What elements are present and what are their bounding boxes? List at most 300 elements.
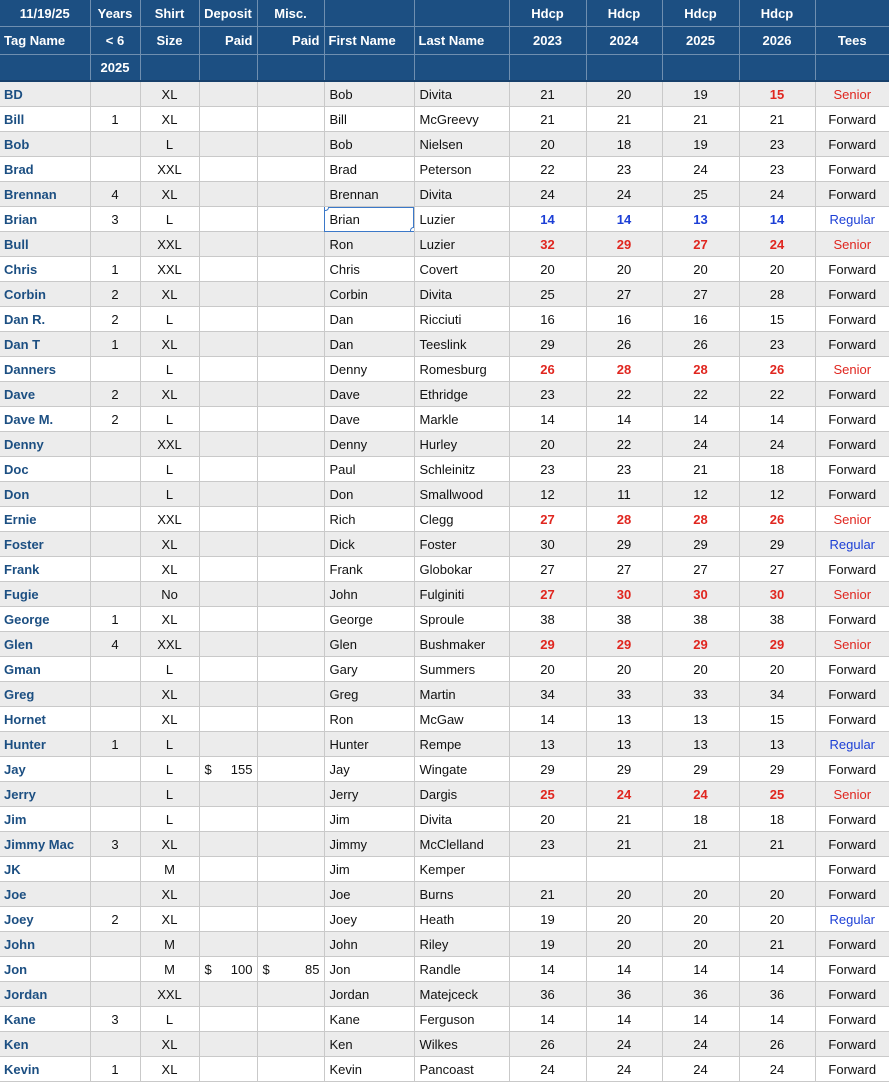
tag-name-cell[interactable]: Ken bbox=[0, 1032, 90, 1057]
header-cell[interactable] bbox=[662, 55, 739, 82]
hdcp-2026-cell[interactable]: 21 bbox=[739, 932, 815, 957]
shirt-size-cell[interactable]: L bbox=[140, 482, 199, 507]
tag-name-cell[interactable]: Bull bbox=[0, 232, 90, 257]
hdcp-2025-cell[interactable]: 14 bbox=[662, 407, 739, 432]
tees-cell[interactable]: Forward bbox=[815, 1007, 889, 1032]
hdcp-2023-cell[interactable]: 19 bbox=[509, 932, 586, 957]
table-row[interactable] bbox=[0, 407, 889, 432]
years-cell[interactable]: 2 bbox=[90, 307, 140, 332]
deposit-paid-cell[interactable] bbox=[199, 557, 257, 582]
shirt-size-cell[interactable]: L bbox=[140, 757, 199, 782]
table-row[interactable] bbox=[0, 957, 889, 982]
tag-name-cell[interactable]: Brian bbox=[0, 207, 90, 232]
hdcp-2024-cell[interactable]: 20 bbox=[586, 907, 662, 932]
misc-paid-cell[interactable] bbox=[257, 932, 324, 957]
shirt-size-cell[interactable]: L bbox=[140, 307, 199, 332]
first-name-cell[interactable]: Brennan bbox=[324, 182, 414, 207]
deposit-paid-cell[interactable] bbox=[199, 457, 257, 482]
misc-paid-cell[interactable] bbox=[257, 782, 324, 807]
years-cell[interactable]: 1 bbox=[90, 732, 140, 757]
hdcp-2026-cell[interactable]: 24 bbox=[739, 232, 815, 257]
hdcp-2024-cell[interactable]: 23 bbox=[586, 157, 662, 182]
table-row[interactable] bbox=[0, 557, 889, 582]
hdcp-2025-cell[interactable]: 24 bbox=[662, 1057, 739, 1082]
misc-paid-cell[interactable] bbox=[257, 1032, 324, 1057]
hdcp-2024-cell[interactable]: 14 bbox=[586, 407, 662, 432]
misc-paid-cell[interactable] bbox=[257, 182, 324, 207]
tees-cell[interactable]: Forward bbox=[815, 307, 889, 332]
last-name-cell[interactable]: Burns bbox=[414, 882, 509, 907]
tag-name-cell[interactable]: Dan R. bbox=[0, 307, 90, 332]
deposit-paid-cell[interactable] bbox=[199, 132, 257, 157]
first-name-cell[interactable]: Gary bbox=[324, 657, 414, 682]
header-cell[interactable] bbox=[324, 0, 414, 27]
hdcp-2026-cell[interactable]: 20 bbox=[739, 257, 815, 282]
tag-name-cell[interactable]: Foster bbox=[0, 532, 90, 557]
selection-handle-top-left[interactable] bbox=[324, 207, 329, 212]
hdcp-2026-cell[interactable]: 23 bbox=[739, 332, 815, 357]
table-row[interactable] bbox=[0, 732, 889, 757]
years-cell[interactable]: 1 bbox=[90, 332, 140, 357]
table-row[interactable] bbox=[0, 357, 889, 382]
first-name-cell[interactable]: Denny bbox=[324, 432, 414, 457]
header-cell[interactable]: Tag Name bbox=[0, 27, 90, 55]
hdcp-2024-cell[interactable]: 26 bbox=[586, 332, 662, 357]
misc-paid-cell[interactable] bbox=[257, 232, 324, 257]
tees-cell[interactable]: Forward bbox=[815, 982, 889, 1007]
tees-cell[interactable]: Forward bbox=[815, 182, 889, 207]
table-row[interactable] bbox=[0, 507, 889, 532]
deposit-paid-cell[interactable] bbox=[199, 707, 257, 732]
years-cell[interactable] bbox=[90, 432, 140, 457]
hdcp-2024-cell[interactable]: 22 bbox=[586, 432, 662, 457]
misc-paid-cell[interactable] bbox=[257, 557, 324, 582]
hdcp-2023-cell[interactable]: 38 bbox=[509, 607, 586, 632]
table-row[interactable] bbox=[0, 782, 889, 807]
last-name-cell[interactable]: Matejceck bbox=[414, 982, 509, 1007]
shirt-size-cell[interactable]: L bbox=[140, 732, 199, 757]
first-name-cell[interactable]: Dan bbox=[324, 332, 414, 357]
hdcp-2024-cell[interactable]: 29 bbox=[586, 232, 662, 257]
years-cell[interactable]: 1 bbox=[90, 107, 140, 132]
hdcp-2023-cell[interactable]: 20 bbox=[509, 657, 586, 682]
tees-cell[interactable]: Forward bbox=[815, 707, 889, 732]
years-cell[interactable] bbox=[90, 457, 140, 482]
deposit-paid-cell[interactable] bbox=[199, 332, 257, 357]
hdcp-2024-cell[interactable]: 22 bbox=[586, 382, 662, 407]
last-name-cell[interactable]: Rempe bbox=[414, 732, 509, 757]
tag-name-cell[interactable]: Jerry bbox=[0, 782, 90, 807]
misc-paid-cell[interactable] bbox=[257, 532, 324, 557]
hdcp-2025-cell[interactable]: 22 bbox=[662, 382, 739, 407]
tees-cell[interactable]: Forward bbox=[815, 932, 889, 957]
header-cell[interactable]: Misc. bbox=[257, 0, 324, 27]
tag-name-cell[interactable]: JK bbox=[0, 857, 90, 882]
tag-name-cell[interactable]: Hornet bbox=[0, 707, 90, 732]
table-row[interactable] bbox=[0, 807, 889, 832]
misc-paid-cell[interactable] bbox=[257, 582, 324, 607]
shirt-size-cell[interactable]: XL bbox=[140, 282, 199, 307]
hdcp-2025-cell[interactable]: 25 bbox=[662, 182, 739, 207]
first-name-cell[interactable]: Jay bbox=[324, 757, 414, 782]
tees-cell[interactable]: Forward bbox=[815, 657, 889, 682]
shirt-size-cell[interactable]: M bbox=[140, 957, 199, 982]
deposit-paid-cell[interactable] bbox=[199, 507, 257, 532]
header-cell[interactable]: First Name bbox=[324, 27, 414, 55]
tag-name-cell[interactable]: Bob bbox=[0, 132, 90, 157]
hdcp-2023-cell[interactable]: 27 bbox=[509, 557, 586, 582]
hdcp-2025-cell[interactable]: 20 bbox=[662, 932, 739, 957]
last-name-cell[interactable]: Pancoast bbox=[414, 1057, 509, 1082]
deposit-paid-cell[interactable] bbox=[199, 582, 257, 607]
hdcp-2024-cell[interactable]: 29 bbox=[586, 532, 662, 557]
hdcp-2026-cell[interactable]: 12 bbox=[739, 482, 815, 507]
deposit-paid-cell[interactable] bbox=[199, 832, 257, 857]
first-name-cell[interactable]: Kane bbox=[324, 1007, 414, 1032]
deposit-paid-cell[interactable] bbox=[199, 807, 257, 832]
years-cell[interactable] bbox=[90, 807, 140, 832]
hdcp-2023-cell[interactable]: 25 bbox=[509, 782, 586, 807]
misc-paid-cell[interactable] bbox=[257, 707, 324, 732]
hdcp-2026-cell[interactable]: 15 bbox=[739, 707, 815, 732]
misc-paid-cell[interactable] bbox=[257, 832, 324, 857]
hdcp-2025-cell[interactable]: 30 bbox=[662, 582, 739, 607]
tees-cell[interactable]: Forward bbox=[815, 757, 889, 782]
last-name-cell[interactable]: Ricciuti bbox=[414, 307, 509, 332]
hdcp-2024-cell[interactable]: 27 bbox=[586, 282, 662, 307]
misc-paid-cell[interactable] bbox=[257, 757, 324, 782]
hdcp-2025-cell[interactable]: 26 bbox=[662, 332, 739, 357]
hdcp-2024-cell[interactable]: 30 bbox=[586, 582, 662, 607]
deposit-paid-cell[interactable] bbox=[199, 182, 257, 207]
tag-name-cell[interactable]: Hunter bbox=[0, 732, 90, 757]
tag-name-cell[interactable]: Chris bbox=[0, 257, 90, 282]
hdcp-2024-cell[interactable]: 11 bbox=[586, 482, 662, 507]
misc-paid-cell[interactable] bbox=[257, 157, 324, 182]
header-cell[interactable]: Paid bbox=[199, 27, 257, 55]
deposit-paid-cell[interactable] bbox=[199, 207, 257, 232]
tees-cell[interactable]: Senior bbox=[815, 782, 889, 807]
shirt-size-cell[interactable]: XL bbox=[140, 907, 199, 932]
header-cell[interactable] bbox=[739, 55, 815, 82]
last-name-cell[interactable]: McGaw bbox=[414, 707, 509, 732]
hdcp-2026-cell[interactable]: 14 bbox=[739, 207, 815, 232]
hdcp-2023-cell[interactable]: 27 bbox=[509, 507, 586, 532]
header-cell[interactable]: 2025 bbox=[662, 27, 739, 55]
misc-paid-cell[interactable] bbox=[257, 1007, 324, 1032]
tees-cell[interactable]: Regular bbox=[815, 732, 889, 757]
deposit-paid-cell[interactable] bbox=[199, 757, 257, 782]
last-name-cell[interactable]: Romesburg bbox=[414, 357, 509, 382]
tees-cell[interactable]: Forward bbox=[815, 332, 889, 357]
header-cell[interactable] bbox=[0, 55, 90, 82]
years-cell[interactable]: 4 bbox=[90, 182, 140, 207]
hdcp-2025-cell[interactable]: 13 bbox=[662, 707, 739, 732]
misc-paid-cell[interactable] bbox=[257, 407, 324, 432]
hdcp-2024-cell[interactable]: 36 bbox=[586, 982, 662, 1007]
tag-name-cell[interactable]: Gman bbox=[0, 657, 90, 682]
table-row[interactable] bbox=[0, 832, 889, 857]
header-cell[interactable]: Years bbox=[90, 0, 140, 27]
header-cell[interactable] bbox=[140, 55, 199, 82]
shirt-size-cell[interactable]: XL bbox=[140, 707, 199, 732]
header-cell[interactable]: 2026 bbox=[739, 27, 815, 55]
misc-paid-cell[interactable] bbox=[257, 332, 324, 357]
last-name-cell[interactable]: Globokar bbox=[414, 557, 509, 582]
hdcp-2025-cell[interactable]: 13 bbox=[662, 732, 739, 757]
years-cell[interactable]: 1 bbox=[90, 1057, 140, 1082]
first-name-cell[interactable]: Frank bbox=[324, 557, 414, 582]
hdcp-2026-cell[interactable]: 14 bbox=[739, 1007, 815, 1032]
hdcp-2023-cell[interactable]: 20 bbox=[509, 432, 586, 457]
deposit-paid-cell[interactable] bbox=[199, 957, 257, 982]
tag-name-cell[interactable]: Brennan bbox=[0, 182, 90, 207]
table-row[interactable] bbox=[0, 532, 889, 557]
table-row[interactable] bbox=[0, 882, 889, 907]
last-name-cell[interactable]: Nielsen bbox=[414, 132, 509, 157]
years-cell[interactable] bbox=[90, 882, 140, 907]
tees-cell[interactable]: Senior bbox=[815, 632, 889, 657]
shirt-size-cell[interactable]: XXL bbox=[140, 982, 199, 1007]
years-cell[interactable] bbox=[90, 157, 140, 182]
last-name-cell[interactable]: Summers bbox=[414, 657, 509, 682]
first-name-cell[interactable]: Dan bbox=[324, 307, 414, 332]
hdcp-2025-cell[interactable]: 33 bbox=[662, 682, 739, 707]
last-name-cell[interactable]: Divita bbox=[414, 182, 509, 207]
misc-paid-cell[interactable] bbox=[257, 657, 324, 682]
deposit-paid-cell[interactable] bbox=[199, 657, 257, 682]
shirt-size-cell[interactable]: XL bbox=[140, 182, 199, 207]
tag-name-cell[interactable]: Corbin bbox=[0, 282, 90, 307]
table-row[interactable] bbox=[0, 707, 889, 732]
tees-cell[interactable]: Forward bbox=[815, 607, 889, 632]
hdcp-2023-cell[interactable]: 23 bbox=[509, 457, 586, 482]
tees-cell[interactable]: Forward bbox=[815, 832, 889, 857]
tag-name-cell[interactable]: Fugie bbox=[0, 582, 90, 607]
misc-paid-cell[interactable] bbox=[257, 81, 324, 107]
first-name-cell[interactable]: Bob bbox=[324, 132, 414, 157]
hdcp-2025-cell[interactable]: 16 bbox=[662, 307, 739, 332]
table-row[interactable] bbox=[0, 1057, 889, 1082]
years-cell[interactable]: 1 bbox=[90, 257, 140, 282]
hdcp-2023-cell[interactable]: 14 bbox=[509, 957, 586, 982]
years-cell[interactable]: 3 bbox=[90, 832, 140, 857]
hdcp-2023-cell[interactable]: 25 bbox=[509, 282, 586, 307]
hdcp-2026-cell[interactable]: 14 bbox=[739, 407, 815, 432]
years-cell[interactable]: 1 bbox=[90, 607, 140, 632]
last-name-cell[interactable]: Wilkes bbox=[414, 1032, 509, 1057]
hdcp-2024-cell[interactable]: 27 bbox=[586, 557, 662, 582]
tag-name-cell[interactable]: Ernie bbox=[0, 507, 90, 532]
table-row[interactable] bbox=[0, 232, 889, 257]
hdcp-2026-cell[interactable]: 23 bbox=[739, 132, 815, 157]
tees-cell[interactable]: Senior bbox=[815, 357, 889, 382]
hdcp-2024-cell[interactable]: 23 bbox=[586, 457, 662, 482]
first-name-cell[interactable]: Kevin bbox=[324, 1057, 414, 1082]
hdcp-2025-cell[interactable]: 27 bbox=[662, 557, 739, 582]
tag-name-cell[interactable]: Jordan bbox=[0, 982, 90, 1007]
deposit-paid-cell[interactable] bbox=[199, 482, 257, 507]
misc-paid-cell[interactable] bbox=[257, 732, 324, 757]
deposit-paid-cell[interactable] bbox=[199, 81, 257, 107]
misc-paid-cell[interactable] bbox=[257, 357, 324, 382]
shirt-size-cell[interactable]: XXL bbox=[140, 507, 199, 532]
shirt-size-cell[interactable]: XL bbox=[140, 532, 199, 557]
first-name-cell[interactable]: Hunter bbox=[324, 732, 414, 757]
hdcp-2023-cell[interactable]: 24 bbox=[509, 182, 586, 207]
selection-handle-bottom-right[interactable] bbox=[410, 227, 415, 232]
tag-name-cell[interactable]: John bbox=[0, 932, 90, 957]
misc-paid-cell[interactable] bbox=[257, 957, 324, 982]
shirt-size-cell[interactable]: XL bbox=[140, 557, 199, 582]
first-name-cell[interactable]: Bill bbox=[324, 107, 414, 132]
table-row[interactable] bbox=[0, 607, 889, 632]
shirt-size-cell[interactable]: L bbox=[140, 207, 199, 232]
last-name-cell[interactable]: Luzier bbox=[414, 232, 509, 257]
tees-cell[interactable]: Forward bbox=[815, 957, 889, 982]
last-name-cell[interactable]: Riley bbox=[414, 932, 509, 957]
years-cell[interactable] bbox=[90, 557, 140, 582]
hdcp-2025-cell[interactable]: 19 bbox=[662, 132, 739, 157]
hdcp-2026-cell[interactable]: 34 bbox=[739, 682, 815, 707]
header-cell[interactable] bbox=[815, 0, 889, 27]
tag-name-cell[interactable]: Don bbox=[0, 482, 90, 507]
tag-name-cell[interactable]: Greg bbox=[0, 682, 90, 707]
hdcp-2026-cell[interactable]: 21 bbox=[739, 107, 815, 132]
table-row[interactable] bbox=[0, 1032, 889, 1057]
table-row[interactable] bbox=[0, 132, 889, 157]
hdcp-2025-cell[interactable]: 28 bbox=[662, 357, 739, 382]
tees-cell[interactable]: Senior bbox=[815, 81, 889, 107]
first-name-cell[interactable]: Jim bbox=[324, 857, 414, 882]
last-name-cell[interactable]: Wingate bbox=[414, 757, 509, 782]
hdcp-2025-cell[interactable]: 27 bbox=[662, 232, 739, 257]
tag-name-cell[interactable]: Jim bbox=[0, 807, 90, 832]
deposit-paid-cell[interactable] bbox=[199, 232, 257, 257]
table-row[interactable] bbox=[0, 1007, 889, 1032]
hdcp-2026-cell[interactable]: 13 bbox=[739, 732, 815, 757]
deposit-paid-cell[interactable] bbox=[199, 632, 257, 657]
misc-paid-cell[interactable] bbox=[257, 507, 324, 532]
hdcp-2024-cell[interactable]: 20 bbox=[586, 657, 662, 682]
tees-cell[interactable]: Regular bbox=[815, 907, 889, 932]
hdcp-2024-cell[interactable]: 28 bbox=[586, 357, 662, 382]
header-cell[interactable]: Tees bbox=[815, 27, 889, 55]
hdcp-2026-cell[interactable]: 15 bbox=[739, 307, 815, 332]
hdcp-2024-cell[interactable]: 24 bbox=[586, 182, 662, 207]
hdcp-2023-cell[interactable]: 19 bbox=[509, 907, 586, 932]
header-cell[interactable]: Hdcp bbox=[586, 0, 662, 27]
tag-name-cell[interactable]: Joe bbox=[0, 882, 90, 907]
first-name-cell[interactable]: George bbox=[324, 607, 414, 632]
hdcp-2026-cell[interactable]: 20 bbox=[739, 907, 815, 932]
hdcp-2026-cell[interactable]: 20 bbox=[739, 657, 815, 682]
hdcp-2023-cell[interactable]: 14 bbox=[509, 407, 586, 432]
shirt-size-cell[interactable]: XXL bbox=[140, 232, 199, 257]
hdcp-2023-cell[interactable]: 29 bbox=[509, 332, 586, 357]
misc-paid-cell[interactable] bbox=[257, 682, 324, 707]
shirt-size-cell[interactable]: XL bbox=[140, 1032, 199, 1057]
header-cell[interactable]: Hdcp bbox=[662, 0, 739, 27]
shirt-size-cell[interactable]: L bbox=[140, 807, 199, 832]
shirt-size-cell[interactable]: XL bbox=[140, 107, 199, 132]
hdcp-2023-cell[interactable]: 29 bbox=[509, 632, 586, 657]
hdcp-2025-cell[interactable]: 24 bbox=[662, 157, 739, 182]
table-row[interactable] bbox=[0, 657, 889, 682]
hdcp-2026-cell[interactable] bbox=[739, 857, 815, 882]
first-name-cell[interactable]: Jim bbox=[324, 807, 414, 832]
table-row[interactable] bbox=[0, 182, 889, 207]
table-row[interactable] bbox=[0, 982, 889, 1007]
hdcp-2023-cell[interactable]: 20 bbox=[509, 257, 586, 282]
misc-paid-cell[interactable] bbox=[257, 632, 324, 657]
hdcp-2024-cell[interactable]: 14 bbox=[586, 1007, 662, 1032]
tees-cell[interactable]: Forward bbox=[815, 1032, 889, 1057]
hdcp-2026-cell[interactable]: 26 bbox=[739, 507, 815, 532]
tees-cell[interactable]: Forward bbox=[815, 882, 889, 907]
first-name-cell[interactable]: Joe bbox=[324, 882, 414, 907]
shirt-size-cell[interactable]: XL bbox=[140, 1057, 199, 1082]
header-cell[interactable]: Deposit bbox=[199, 0, 257, 27]
shirt-size-cell[interactable]: XL bbox=[140, 81, 199, 107]
deposit-paid-cell[interactable] bbox=[199, 782, 257, 807]
hdcp-2025-cell[interactable]: 12 bbox=[662, 482, 739, 507]
first-name-cell[interactable]: Glen bbox=[324, 632, 414, 657]
header-cell[interactable] bbox=[257, 55, 324, 82]
tees-cell[interactable]: Forward bbox=[815, 457, 889, 482]
years-cell[interactable] bbox=[90, 982, 140, 1007]
hdcp-2026-cell[interactable]: 29 bbox=[739, 757, 815, 782]
hdcp-2023-cell[interactable]: 20 bbox=[509, 132, 586, 157]
first-name-cell[interactable]: Jon bbox=[324, 957, 414, 982]
misc-paid-cell[interactable] bbox=[257, 807, 324, 832]
first-name-cell[interactable]: Joey bbox=[324, 907, 414, 932]
misc-paid-cell[interactable] bbox=[257, 982, 324, 1007]
last-name-cell[interactable]: Divita bbox=[414, 282, 509, 307]
shirt-size-cell[interactable]: L bbox=[140, 357, 199, 382]
shirt-size-cell[interactable]: XXL bbox=[140, 257, 199, 282]
hdcp-2024-cell[interactable]: 13 bbox=[586, 707, 662, 732]
hdcp-2023-cell[interactable] bbox=[509, 857, 586, 882]
years-cell[interactable] bbox=[90, 357, 140, 382]
hdcp-2026-cell[interactable]: 21 bbox=[739, 832, 815, 857]
hdcp-2023-cell[interactable]: 34 bbox=[509, 682, 586, 707]
first-name-cell[interactable]: Jimmy bbox=[324, 832, 414, 857]
last-name-cell[interactable]: Ferguson bbox=[414, 1007, 509, 1032]
last-name-cell[interactable]: Covert bbox=[414, 257, 509, 282]
tag-name-cell[interactable]: BD bbox=[0, 81, 90, 107]
tees-cell[interactable]: Regular bbox=[815, 207, 889, 232]
hdcp-2024-cell[interactable]: 21 bbox=[586, 107, 662, 132]
years-cell[interactable] bbox=[90, 857, 140, 882]
tag-name-cell[interactable]: Brad bbox=[0, 157, 90, 182]
hdcp-2024-cell[interactable]: 24 bbox=[586, 1057, 662, 1082]
deposit-paid-cell[interactable] bbox=[199, 1032, 257, 1057]
deposit-paid-cell[interactable] bbox=[199, 1007, 257, 1032]
deposit-paid-cell[interactable] bbox=[199, 607, 257, 632]
hdcp-2023-cell[interactable]: 21 bbox=[509, 107, 586, 132]
tag-name-cell[interactable]: Dan T bbox=[0, 332, 90, 357]
first-name-cell[interactable]: Corbin bbox=[324, 282, 414, 307]
hdcp-2026-cell[interactable]: 24 bbox=[739, 432, 815, 457]
deposit-paid-cell[interactable] bbox=[199, 382, 257, 407]
first-name-cell[interactable]: Brad bbox=[324, 157, 414, 182]
hdcp-2023-cell[interactable]: 30 bbox=[509, 532, 586, 557]
years-cell[interactable] bbox=[90, 532, 140, 557]
tag-name-cell[interactable]: Jon bbox=[0, 957, 90, 982]
hdcp-2026-cell[interactable]: 18 bbox=[739, 457, 815, 482]
hdcp-2025-cell[interactable]: 38 bbox=[662, 607, 739, 632]
